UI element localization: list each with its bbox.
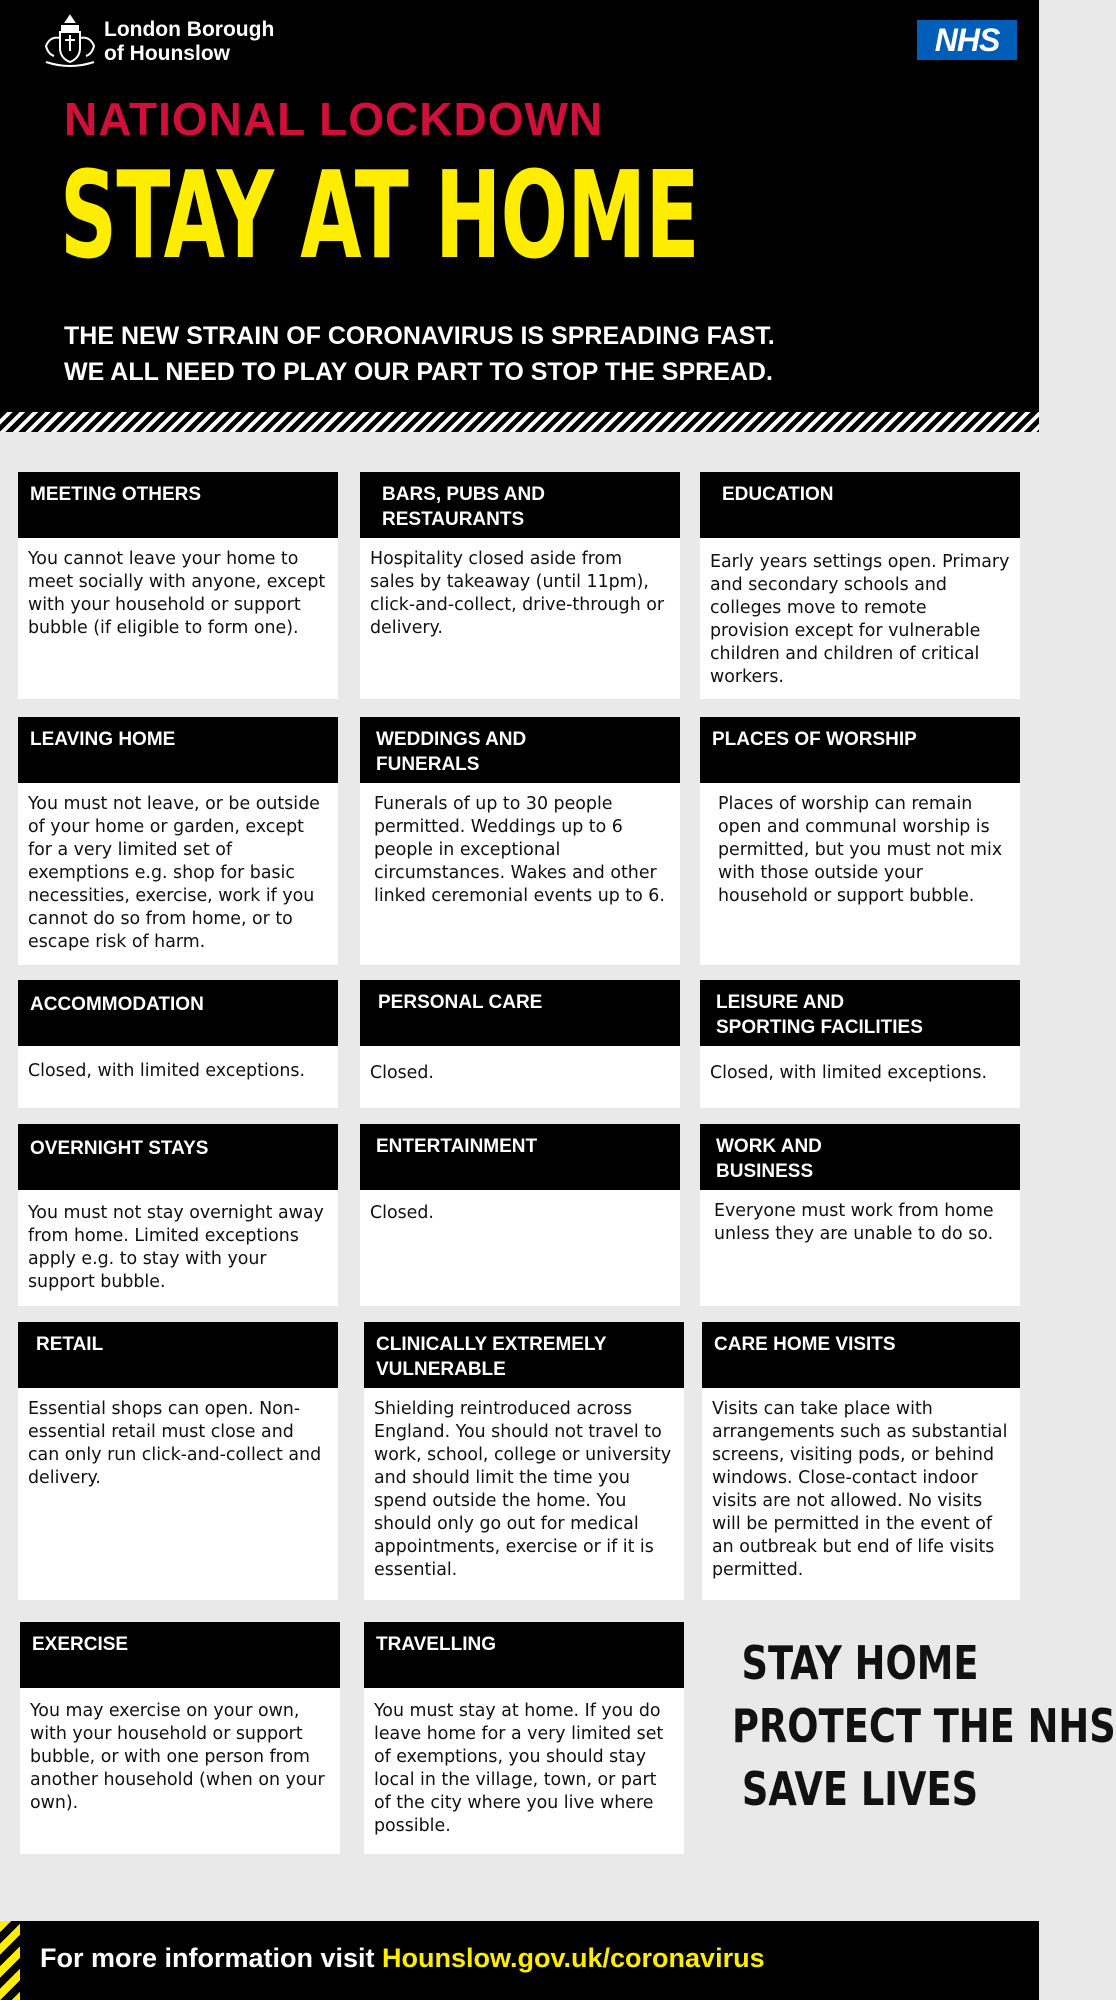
card-body: Places of worship can remain open and communal worship is permitted, but you must not mix with those outside your household or support bubble. — [700, 783, 1020, 965]
card-title: CLINICALLY EXTREMELY VULNERABLE — [364, 1322, 684, 1388]
card-leaving-home — [18, 717, 338, 965]
footer — [0, 1921, 1039, 2000]
card-travelling — [364, 1622, 684, 1854]
council-name: London Borough of Hounslow — [104, 18, 275, 65]
nhs-logo: NHS — [917, 20, 1017, 60]
card-title: EDUCATION — [700, 472, 1020, 538]
card-title: MEETING OTHERS — [18, 472, 338, 538]
subline — [64, 318, 775, 390]
card-title: EXERCISE — [20, 1622, 340, 1688]
card-body: You may exercise on your own, with your household or support bubble, or with one person from another household (when on your own). — [20, 1688, 340, 1854]
card-title: PERSONAL CARE — [360, 980, 680, 1046]
card-retail — [18, 1322, 338, 1600]
card-title: LEAVING HOME — [18, 717, 338, 783]
card-personal-care — [360, 980, 680, 1108]
card-education — [700, 472, 1020, 699]
card-title: PLACES OF WORSHIP — [700, 717, 1020, 783]
slogan — [700, 1632, 1116, 1821]
card-body: You must stay at home. If you do leave home for a very limited set of exemptions, you should stay local in the village, town, or part of the city where you live where possible. — [364, 1688, 684, 1854]
card-title: TRAVELLING — [364, 1622, 684, 1688]
card-title: CARE HOME VISITS — [702, 1322, 1020, 1388]
card-title: OVERNIGHT STAYS — [18, 1124, 338, 1190]
card-body: Closed. — [360, 1046, 680, 1108]
card-title: ACCOMMODATION — [18, 980, 338, 1046]
card-clinically-extremely-vulnerable — [364, 1322, 684, 1600]
subline-2: WE ALL NEED TO PLAY OUR PART TO STOP THE SPREAD. — [64, 358, 773, 386]
card-body: Shielding reintroduced across England. You should not travel to work, school, college or university and should limit the time you spend outside the home. You should only go out for medical appointments, exercise or if it is essential. — [364, 1388, 684, 1600]
card-body: Closed. — [360, 1190, 680, 1306]
slogan-line-2: PROTECT THE NHS — [732, 1699, 1116, 1753]
subline-1: THE NEW STRAIN OF CORONAVIRUS IS SPREADING FAST. — [64, 322, 775, 350]
headline: STAY AT HOME — [60, 147, 699, 286]
hazard-stripe-divider — [0, 412, 1039, 432]
kicker-title: NATIONAL LOCKDOWN — [64, 93, 604, 145]
card-weddings-funerals — [360, 717, 680, 965]
slogan-line-1: STAY HOME — [741, 1636, 979, 1690]
card-title: WORK AND BUSINESS — [700, 1124, 1020, 1190]
card-body: Closed, with limited exceptions. — [18, 1046, 338, 1108]
card-body: Essential shops can open. Non-essential retail must close and can only run click-and-collect and delivery. — [18, 1388, 338, 1600]
card-leisure-sporting — [700, 980, 1020, 1108]
card-body: Early years settings open. Primary and secondary schools and colleges move to remote provision except for vulnerable children and children of critical workers. — [700, 538, 1020, 699]
card-title: WEDDINGS AND FUNERALS — [360, 717, 680, 783]
card-body: You must not stay overnight away from home. Limited exceptions apply e.g. to stay with your support bubble. — [18, 1190, 338, 1306]
card-body: You must not leave, or be outside of your home or garden, except for a very limited set of exemptions e.g. shop for basic necessities, exercise, work if you cannot do so from home, or to escape risk of harm. — [18, 783, 338, 965]
card-meeting-others — [18, 472, 338, 699]
card-body: Everyone must work from home unless they are unable to do so. — [700, 1190, 1020, 1306]
footer-link[interactable]: Hounslow.gov.uk/coronavirus — [382, 1943, 765, 1973]
footer-text — [40, 1943, 765, 1974]
card-body: Closed, with limited exceptions. — [700, 1046, 1020, 1108]
card-bars-pubs-restaurants — [360, 472, 680, 699]
card-title: RETAIL — [18, 1322, 338, 1388]
card-body: Hospitality closed aside from sales by takeaway (until 11pm), click-and-collect, drive-through or delivery. — [360, 538, 680, 699]
card-body: Visits can take place with arrangements such as substantial screens, visiting pods, or behind windows. Close-contact indoor visits are not allowed. No visits will be permitted in the event of an outbreak but end of life visits permitted. — [702, 1388, 1020, 1600]
borough-crest-icon — [40, 12, 100, 68]
card-exercise — [20, 1622, 340, 1854]
card-accommodation — [18, 980, 338, 1108]
card-title: ENTERTAINMENT — [360, 1124, 680, 1190]
card-title: LEISURE AND SPORTING FACILITIES — [700, 980, 1020, 1046]
header — [0, 0, 1039, 412]
card-places-of-worship — [700, 717, 1020, 965]
slogan-line-3: SAVE LIVES — [741, 1762, 979, 1816]
hazard-stripe — [0, 1921, 20, 2000]
card-care-home-visits — [702, 1322, 1020, 1600]
footer-prefix: For more information visit — [40, 1943, 383, 1973]
card-body: You cannot leave your home to meet socially with anyone, except with your household or support bubble (if eligible to form one). — [18, 538, 338, 699]
card-title: BARS, PUBS AND RESTAURANTS — [360, 472, 680, 538]
card-entertainment — [360, 1124, 680, 1306]
card-work-business — [700, 1124, 1020, 1306]
card-overnight-stays — [18, 1124, 338, 1306]
card-body: Funerals of up to 30 people permitted. Weddings up to 6 people in exceptional circumstances. Wakes and other linked ceremonial events up to 6. — [360, 783, 680, 965]
